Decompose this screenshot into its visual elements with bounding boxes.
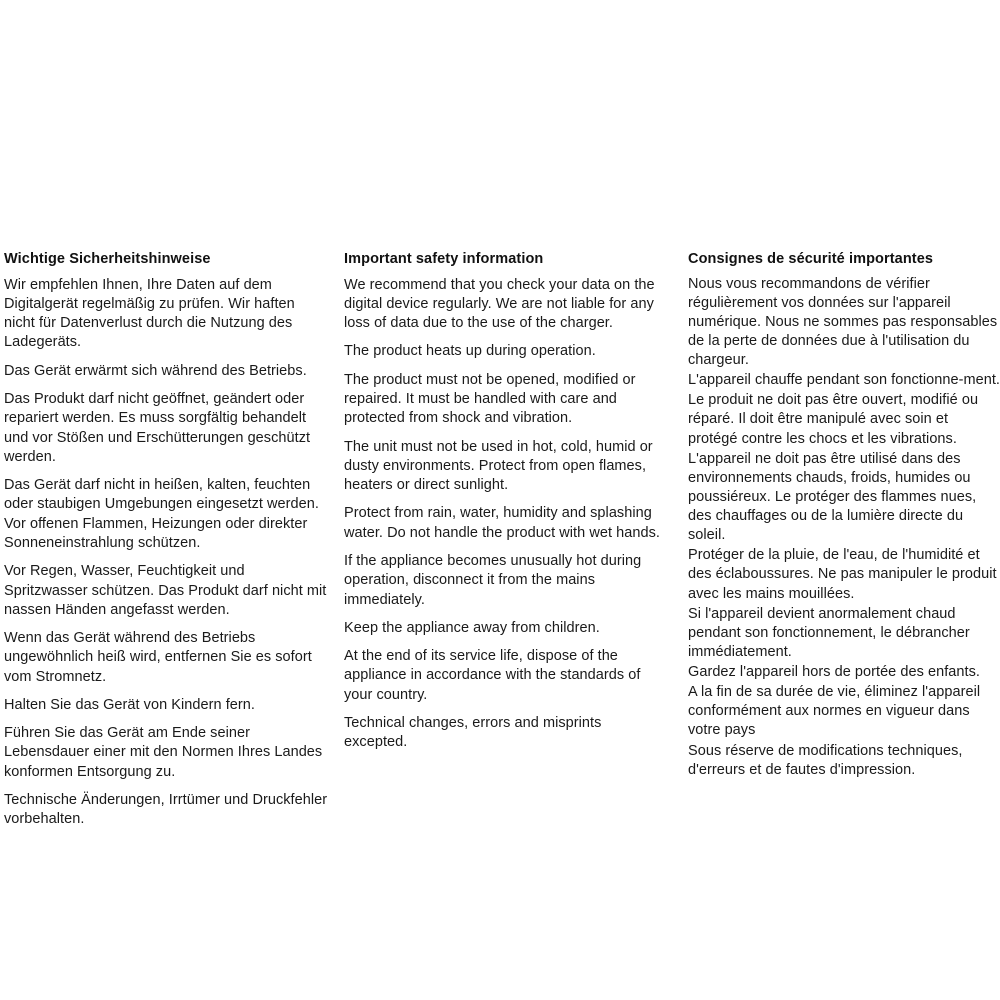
english-paragraph: The product heats up during operation.: [344, 343, 596, 360]
english-paragraph: The product must not be opened, modified or repaired. It must be handled with care and protected from shock and vibration.: [344, 371, 636, 427]
language-columns: [0, 250, 1000, 830]
german-paragraph: Wir empfehlen Ihnen, Ihre Daten auf dem Digitalgerät regelmäßig zu prüfen. Wir haften nicht für Datenverlust durch die Nutzung des Ladegeräts.: [4, 276, 295, 351]
german-paragraph: Halten Sie das Gerät von Kindern fern.: [4, 696, 255, 713]
german-paragraph: Technische Änderungen, Irrtümer und Druckfehler vorbehalten.: [4, 792, 328, 828]
french-paragraph: L'appareil chauffe pendant son fonctionne-ment.: [688, 372, 1000, 389]
french-paragraph: L'appareil ne doit pas être utilisé dans des environnements chauds, froids, humides ou poussiéreux. Le protéger des flammes nues, des chauffages ou de la lumière directe du soleil.: [688, 450, 977, 544]
english-heading: Important safety information: [344, 251, 544, 267]
french-paragraph: A la fin de sa durée de vie, éliminez l'appareil conformément aux normes en vigueur dans votre pays: [688, 684, 981, 739]
french-paragraph: Gardez l'appareil hors de portée des enfants.: [688, 664, 980, 681]
english-paragraph: If the appliance becomes unusually hot during operation, disconnect it from the mains immediately.: [344, 552, 642, 608]
german-paragraph: Das Produkt darf nicht geöffnet, geändert oder repariert werden. Es muss sorgfältig behandelt und vor Stößen und Erschütterungen geschützt werden.: [4, 390, 311, 465]
french-paragraph: Si l'appareil devient anormalement chaud pendant son fonctionnement, le débrancher immédiatement.: [688, 605, 970, 660]
french-paragraph: Sous réserve de modifications techniques, d'erreurs et de fautes d'impression.: [688, 742, 963, 778]
german-paragraph: Das Gerät darf nicht in heißen, kalten, feuchten oder staubigen Umgebungen eingesetzt werden. Vor offenen Flammen, Heizungen oder direkter Sonneneinstrahlung schützen.: [4, 477, 319, 551]
french-heading: Consignes de sécurité importantes: [688, 251, 934, 267]
column-french: [688, 250, 1000, 780]
english-paragraph: At the end of its service life, dispose of the appliance in accordance with the standards of your country.: [344, 648, 641, 703]
column-english: [344, 250, 688, 752]
german-paragraph: Vor Regen, Wasser, Feuchtigkeit und Spritzwasser schützen. Das Produkt darf nicht mit nassen Händen angefasst werden.: [4, 563, 327, 618]
english-paragraph: The unit must not be used in hot, cold, humid or dusty environments. Protect from open flames, heaters or direct sunlight.: [344, 438, 653, 494]
german-heading: Wichtige Sicherheitshinweise: [4, 251, 211, 267]
german-paragraph: Das Gerät erwärmt sich während des Betriebs.: [4, 362, 307, 379]
french-paragraph: Protéger de la pluie, de l'eau, de l'humidité et des éclaboussures. Ne pas manipuler le produit avec les mains mouillées.: [688, 547, 997, 602]
english-paragraph: Protect from rain, water, humidity and splashing water. Do not handle the product with wet hands.: [344, 505, 660, 541]
french-paragraph: Le produit ne doit pas être ouvert, modifié ou réparé. Il doit être manipulé avec soin et protégé contre les chocs et les vibrations.: [688, 392, 979, 447]
english-paragraph: Technical changes, errors and misprints excepted.: [344, 714, 602, 751]
english-paragraph: We recommend that you check your data on the digital device regularly. We are not liable for any loss of data due to the use of the charger.: [344, 276, 655, 332]
german-paragraph: Wenn das Gerät während des Betriebs ungewöhnlich heiß wird, entfernen Sie es sofort vom Stromnetz.: [4, 630, 312, 685]
french-paragraph: Nous vous recommandons de vérifier régulièrement vos données sur l'appareil numérique. Nous ne sommes pas responsables de la perte de données due à l'utilisation du chargeur.: [688, 275, 998, 369]
column-german: [0, 250, 344, 830]
german-paragraph: Führen Sie das Gerät am Ende seiner Lebensdauer einer mit den Normen Ihres Landes konformen Entsorgung zu.: [4, 725, 323, 780]
english-paragraph: Keep the appliance away from children.: [344, 619, 600, 636]
